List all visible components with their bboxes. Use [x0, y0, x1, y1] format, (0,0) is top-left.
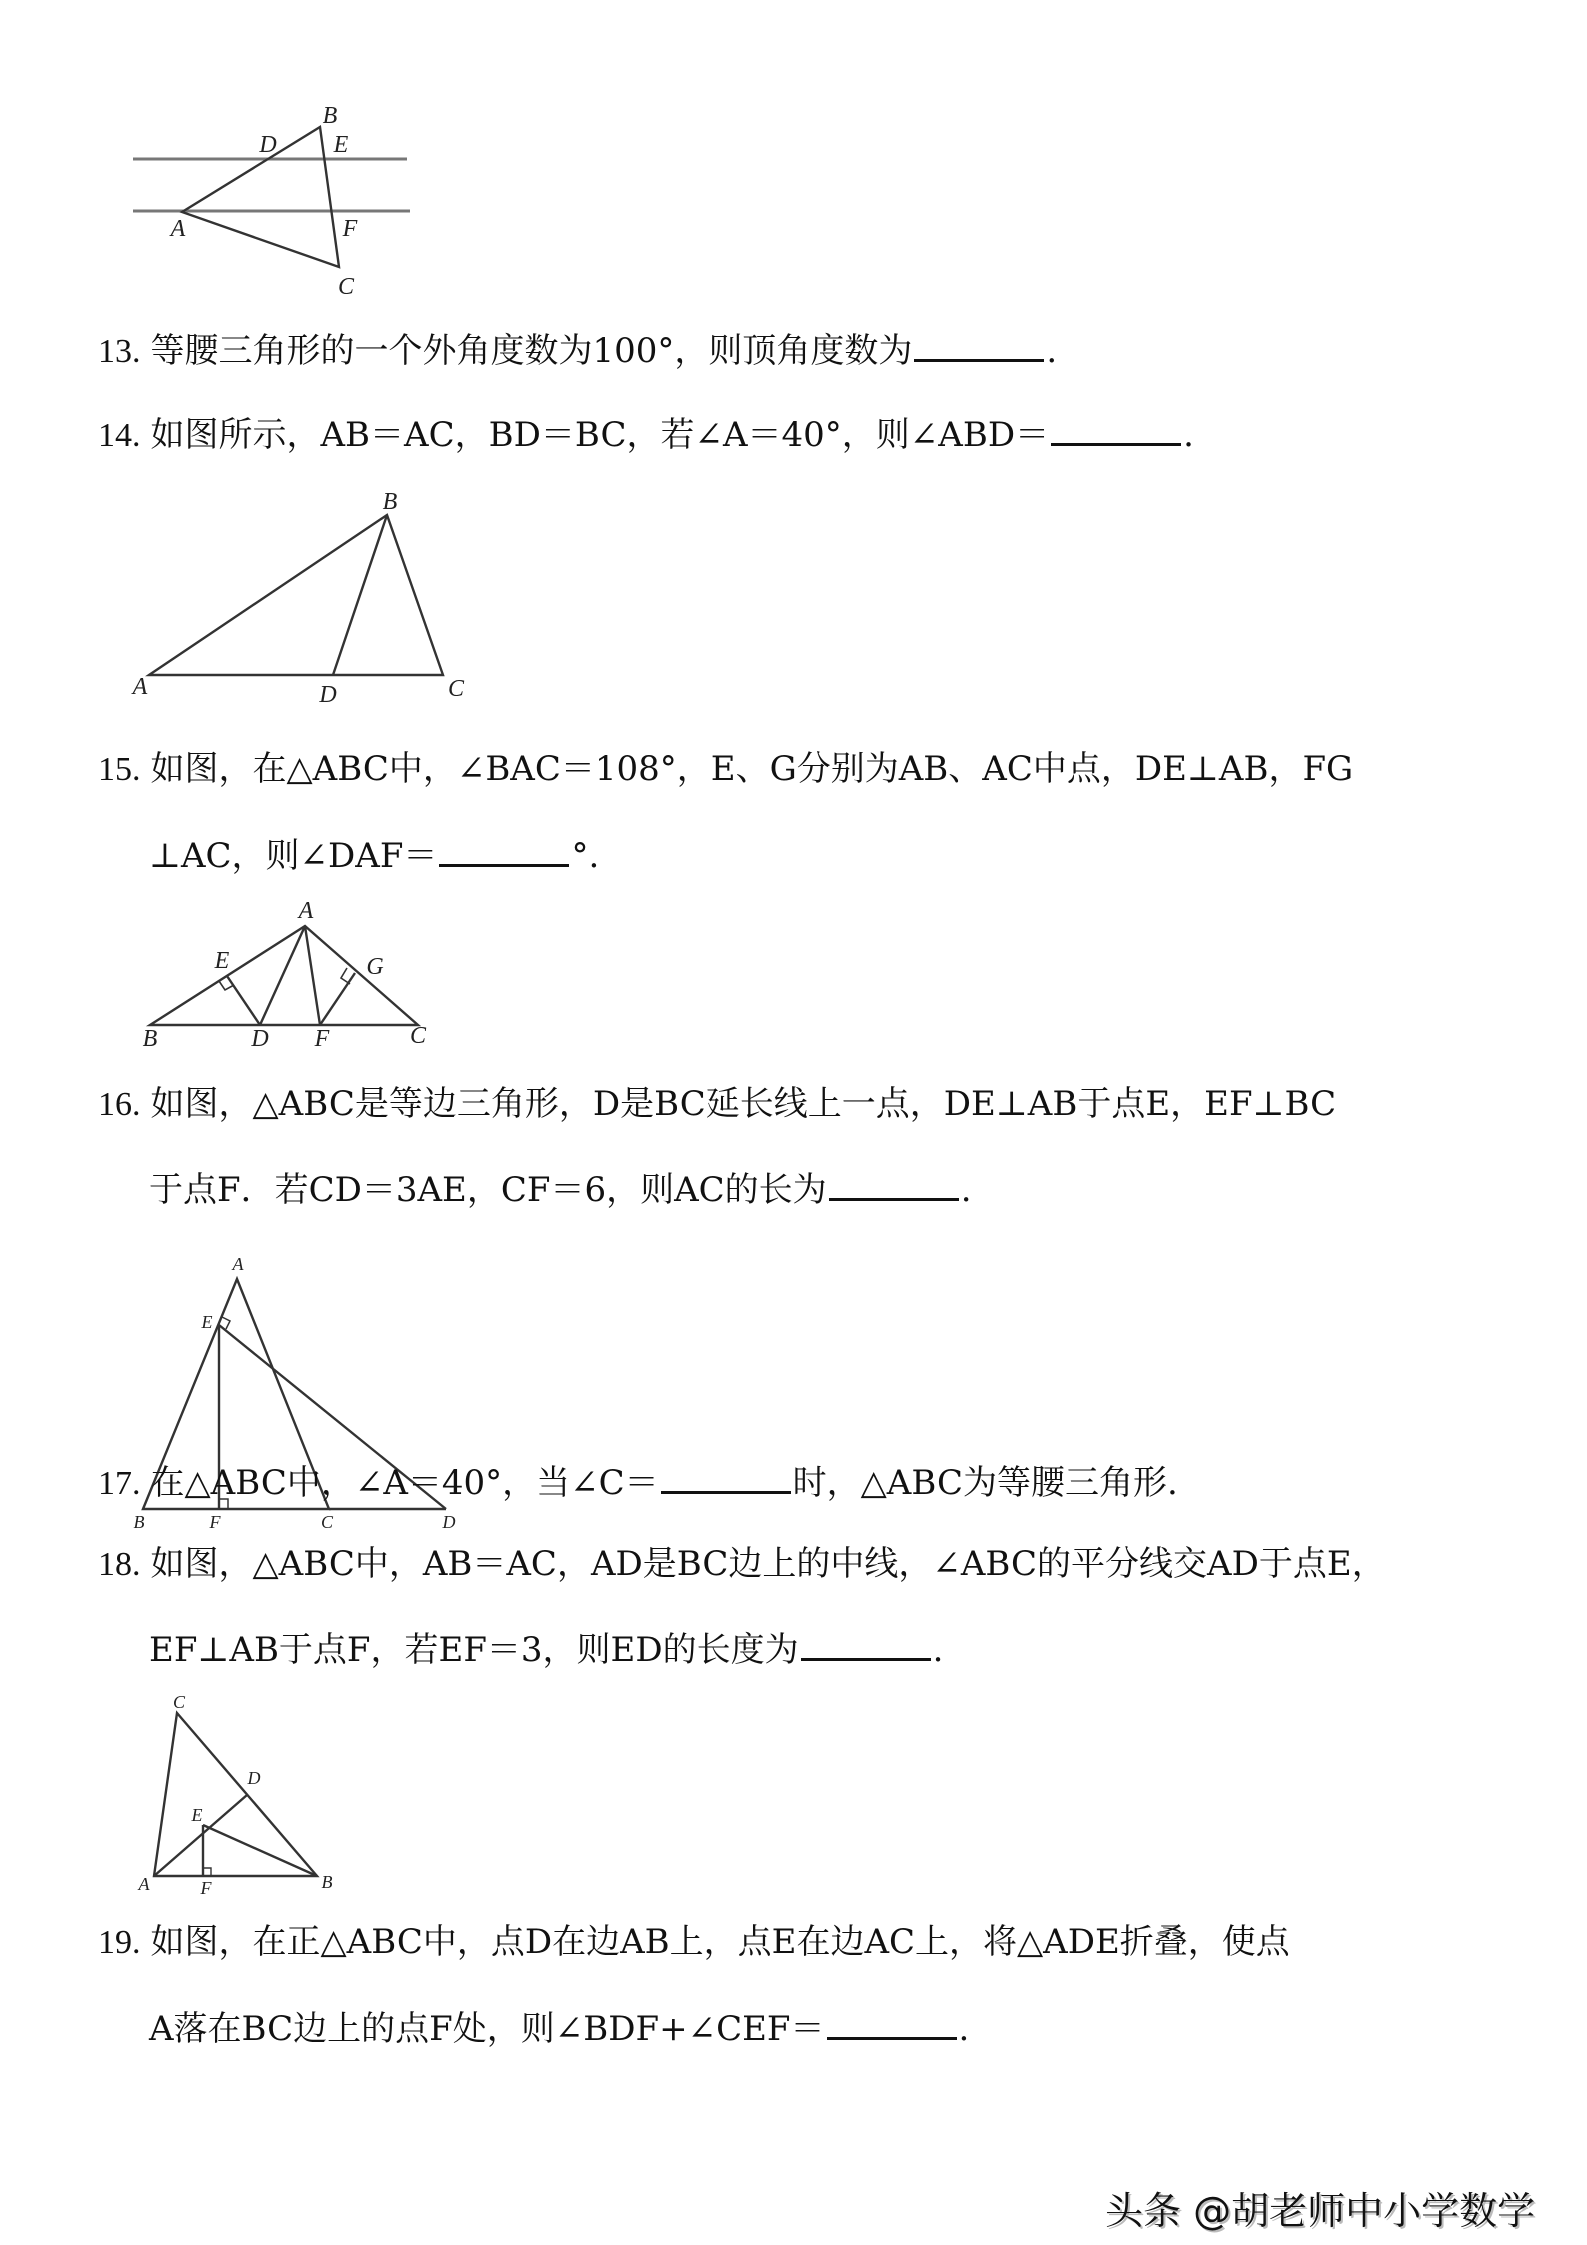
figure-15: [143, 898, 427, 1052]
right-angle-g: [341, 968, 350, 984]
question-number: 19.: [98, 1924, 141, 1961]
label-b: B: [133, 1512, 145, 1532]
question-number: 15.: [98, 751, 141, 788]
answer-blank[interactable]: [827, 2007, 957, 2040]
segment-bd: [333, 515, 387, 675]
label-a: A: [170, 216, 186, 242]
question-text: 等腰三角形的一个外角度数为100°，则顶角度数为: [150, 331, 913, 371]
question-number: 17.: [98, 1465, 141, 1502]
label-c: C: [337, 274, 355, 300]
triangle-abc: [150, 926, 418, 1025]
triangle-abc: [182, 127, 339, 267]
label-a: A: [132, 674, 148, 700]
bisector-be: [203, 1825, 317, 1876]
question-16-cont: [149, 1168, 972, 1210]
question-number: 18.: [98, 1546, 141, 1583]
question-text: 如图，△ABC是等边三角形，D是BC延长线上一点，DE⊥AB于点E，EF⊥BC: [150, 1084, 1337, 1124]
figure-14: [131, 489, 465, 708]
label-e: E: [201, 1312, 213, 1332]
label-b: B: [382, 489, 398, 515]
segment-ad: [260, 926, 305, 1025]
question-19-cont: [149, 2007, 969, 2049]
median-ad: [154, 1795, 247, 1876]
question-19: [98, 1922, 1290, 1963]
question-tail: 时，△ABC为等腰三角形.: [792, 1463, 1178, 1503]
answer-blank[interactable]: [661, 1461, 791, 1494]
label-e: E: [333, 132, 349, 158]
question-tail: .: [932, 1630, 944, 1670]
question-15-cont: [149, 834, 599, 876]
question-18: [98, 1544, 1386, 1585]
answer-blank[interactable]: [914, 329, 1044, 362]
question-15: [98, 749, 1353, 790]
label-d: D: [442, 1512, 456, 1532]
label-b: B: [321, 1872, 333, 1892]
watermark: 头条 @胡老师中小学数学: [1105, 2189, 1536, 2233]
segment-af: [305, 926, 320, 1025]
question-tail: .: [958, 2009, 970, 2049]
answer-blank[interactable]: [829, 1168, 959, 1201]
label-b: B: [142, 1026, 158, 1052]
label-f: F: [209, 1512, 221, 1532]
figure-12: [133, 103, 410, 300]
question-text: 于点F．若CD＝3AE，CF＝6，则AC的长为: [149, 1170, 827, 1210]
right-angle-e: [219, 981, 234, 990]
question-text: 如图，在△ABC中，∠BAC＝108°，E、G分别为AB、AC中点，DE⊥AB，FG: [150, 749, 1354, 789]
question-text: A落在BC边上的点F处，则∠BDF+∠CEF＝: [149, 2009, 825, 2049]
question-number: 13.: [98, 333, 141, 370]
right-angle-f: [203, 1868, 211, 1876]
question-17: [98, 1461, 1178, 1504]
label-a: A: [138, 1874, 150, 1894]
answer-blank[interactable]: [801, 1628, 931, 1661]
label-c: C: [409, 1023, 427, 1049]
question-tail: .: [1183, 415, 1194, 455]
label-f: F: [200, 1878, 212, 1898]
segment-de: [227, 976, 260, 1025]
label-c: C: [447, 676, 465, 702]
question-tail: .: [1046, 331, 1058, 371]
label-f: F: [314, 1026, 330, 1052]
label-a: A: [232, 1254, 244, 1274]
label-f: F: [342, 216, 358, 242]
answer-blank[interactable]: [439, 834, 569, 867]
label-c: C: [172, 1692, 186, 1712]
label-e: E: [214, 948, 230, 974]
question-16: [98, 1084, 1336, 1125]
label-d: D: [319, 682, 337, 708]
label-d: D: [247, 1768, 261, 1788]
label-c: C: [320, 1512, 334, 1532]
figure-18: [138, 1692, 333, 1898]
label-d: D: [259, 132, 277, 158]
answer-blank[interactable]: [1051, 413, 1181, 446]
triangle-abc: [154, 1713, 317, 1876]
right-angle-e: [222, 1317, 230, 1329]
question-18-cont: [149, 1628, 943, 1670]
question-number: 14.: [98, 417, 141, 454]
question-tail: .: [960, 1170, 972, 1210]
question-number: 16.: [98, 1086, 141, 1123]
label-a: A: [298, 898, 314, 924]
question-text: 在△ABC中，∠A＝40°，当∠C＝: [150, 1463, 659, 1503]
question-13: [98, 329, 1057, 372]
question-text: EF⊥AB于点F，若EF＝3，则ED的长度为: [149, 1630, 799, 1670]
question-text: 如图，△ABC中，AB＝AC，AD是BC边上的中线，∠ABC的平分线交AD于点E，: [150, 1544, 1386, 1584]
segment-fg: [320, 973, 355, 1025]
label-d: D: [251, 1026, 269, 1052]
question-text: 如图，在正△ABC中，点D在边AB上，点E在边AC上，将△ADE折叠，使点: [150, 1922, 1290, 1962]
question-14: [98, 413, 1194, 456]
label-b: B: [322, 103, 338, 129]
triangle-abc: [149, 515, 443, 675]
label-g: G: [366, 954, 384, 980]
question-text: 如图所示，AB＝AC，BD＝BC，若∠A＝40°，则∠ABD＝: [150, 415, 1050, 455]
label-e: E: [191, 1805, 203, 1825]
question-tail: °.: [571, 836, 600, 876]
question-text: ⊥AC，则∠DAF＝: [149, 836, 438, 876]
